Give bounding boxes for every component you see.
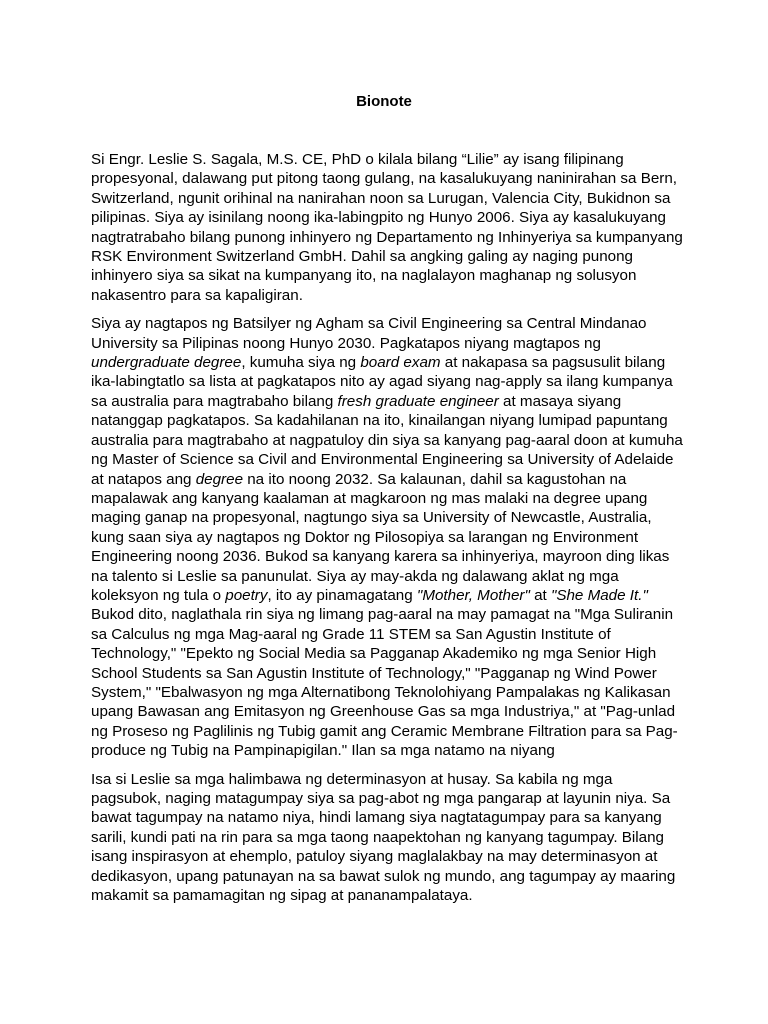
- italic-text-run: board exam: [360, 354, 441, 372]
- paragraph: [91, 770, 683, 906]
- text-run: at nakapasa sa pagsusulit bilang ika-labingtatlo sa lista at pagkatapos nito ay agad siyang nag-apply sa ilang kumpanya sa australia para magtrabaho bilang: [91, 354, 673, 410]
- text-run: Isa si Leslie sa mga halimbawa ng determinasyon at husay. Sa kabila ng mga pagsubok, naging matagumpay siya sa pag-abot ng mga pangarap at layunin niya. Sa bawat tagumpay na natamo niya, hindi lamang siya nagtatagumpay para sa kanyang sarili, kundi pati na rin para sa mga taong naapektohan ng kanyang tagumpay. Bilang isang inspirasyon at ehemplo, patuloy siyang maglalakbay na may determinasyon at dedikasyon, upang patunayan na sa bawat sulok ng mundo, ang tagumpay ay maaring makamit sa pamamagitan ng sipag at pananampalataya.: [91, 770, 676, 905]
- italic-text-run: degree: [195, 470, 244, 488]
- text-run: , kumuha siya ng: [241, 354, 361, 372]
- paragraph: [91, 150, 683, 305]
- text-run: at masaya siyang natanggap pagkatapos. Sa kadahilanan na ito, kinailangan niyang lumipad papuntang australia para magtrabaho at nagpatuloy din siya sa kanyang pag-aaral doon at kumuha ng Master of Science sa Civil and Environmental Engineering sa University of Adelaide at natapos ang: [91, 392, 683, 488]
- text-run: na ito noong 2032. Sa kalaunan, dahil sa kagustohan na mapalawak ang kanyang kaalaman at magkaroon ng mas malaki na degree upang maging ganap na propesyonal, nagtungo siya sa University of Newcastle, Australia, kung saan siya ay nagtapos ng Doktor ng Pilosopiya sa larangan ng Environment Engineering noong 2036. Bukod sa kanyang karera sa inhinyeriya, mayroon ding likas na talento si Leslie sa panunulat. Siya ay may-akda ng dalawang aklat ng mga koleksyon ng tula o: [91, 470, 670, 604]
- italic-text-run: "Mother, Mother": [416, 586, 530, 604]
- italic-text-run: poetry: [225, 586, 268, 604]
- document-title: Bionote: [356, 93, 412, 110]
- text-run: at: [529, 586, 551, 604]
- italic-text-run: "She Made It.": [550, 586, 648, 604]
- text-run: Siya ay nagtapos ng Batsilyer ng Agham sa Civil Engineering sa Central Mindanao University sa Pilipinas noong Hunyo 2030. Pagkatapos niyang magtapos ng: [91, 315, 647, 352]
- italic-text-run: undergraduate degree: [91, 354, 242, 372]
- text-run: Si Engr. Leslie S. Sagala, M.S. CE, PhD o kilala bilang “Lilie” ay isang filipinang propesyonal, dalawang put pitong taong gulang, na kasalukuyang naninirahan sa Bern, Switzerland, ngunit orihinal na nanirahan noon sa Lurugan, Valencia City, Bukidnon sa pilipinas. Siya ay isinilang noong ika-labingpito ng Hunyo 2006. Siya ay kasalukuyang nagtratrabaho bilang punong inhinyero ng Departamento ng Inhinyeriya sa kumpanyang RSK Environment Switzerland GmbH. Dahil sa angking galing ay naging punong inhinyero siya sa sikat na kumpanyang ito, na naglalayon maghanap ng solusyon nakasentro para sa kapaligiran.: [91, 151, 683, 304]
- document-body: [91, 150, 683, 914]
- text-run: Bukod dito, naglathala rin siya ng limang pag-aaral na may pamagat na "Mga Suliranin sa Calculus ng mga Mag-aaral ng Grade 11 STEM sa San Agustin Institute of Technology," "Epekto ng Social Media sa Pagganap Akademiko ng mga Senior High School Students sa San Agustin Institute of Technology," "Pagganap ng Wind Power System," "Ebalwasyon ng mga Alternatibong Teknolohiyang Pampalakas ng Kalikasan upang Bawasan ang Emitasyon ng Greenhouse Gas sa mga Industriya," at "Pag-unlad ng Proseso ng Paglilinis ng Tubig gamit ang Ceramic Membrane Filtration para sa Pag-produce ng Tubig na Pampinapigilan." Ilan sa mga natamo na niyang: [91, 606, 678, 760]
- paragraph: [91, 314, 683, 760]
- italic-text-run: fresh graduate engineer: [337, 392, 499, 410]
- text-run: , ito ay pinamagatang: [267, 586, 417, 604]
